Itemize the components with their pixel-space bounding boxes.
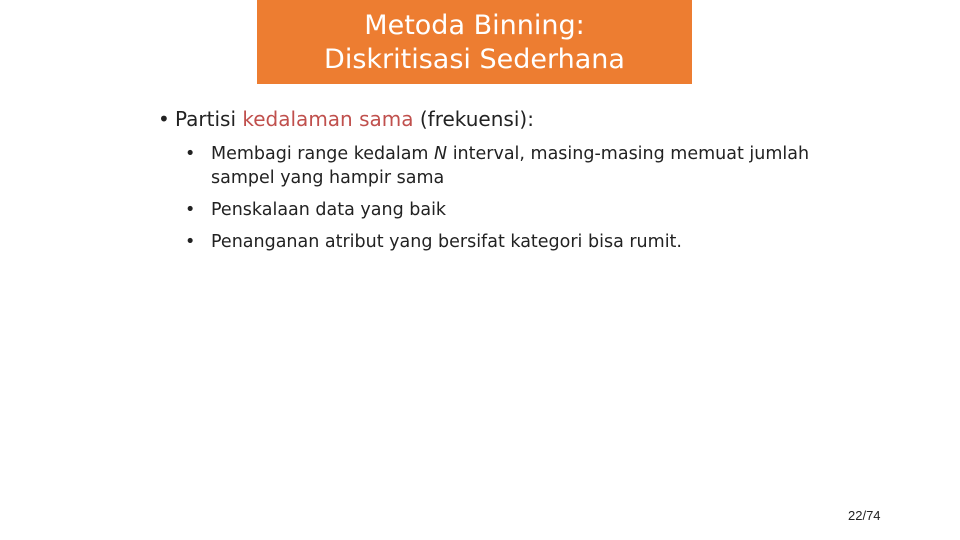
- main-bullet-prefix: Partisi: [175, 107, 243, 131]
- slide-content: [158, 104, 858, 262]
- sub-bullet-item: [185, 230, 858, 254]
- page-number: 22/74: [848, 508, 881, 523]
- sub-bullet-italic-n: N: [434, 144, 448, 164]
- main-bullet-text: [175, 104, 534, 134]
- main-bullet-suffix: (frekuensi):: [413, 107, 534, 131]
- bullet-marker: •: [185, 200, 196, 220]
- sub-bullet-item: [185, 198, 858, 222]
- bullet-marker: •: [158, 107, 170, 131]
- main-bullet-item: [158, 104, 858, 134]
- sub-bullet-text: Penanganan atribut yang bersifat kategori bisa rumit.: [211, 232, 682, 252]
- bullet-marker: •: [185, 232, 196, 252]
- sub-bullet-text: [211, 142, 811, 190]
- title-banner: [257, 0, 692, 84]
- sub-bullet-text: Penskalaan data yang baik: [211, 200, 447, 220]
- sub-bullet-list: [185, 142, 858, 254]
- title-line-2: Diskritisasi Sederhana: [324, 44, 625, 75]
- sub-bullet-item: [185, 142, 858, 190]
- bullet-marker: •: [185, 144, 196, 164]
- sub-bullet-text-after: interval, masing-masing memuat jumlah sampel yang hampir sama: [211, 144, 810, 188]
- title-line-1: Metoda Binning:: [364, 10, 585, 41]
- sub-bullet-text-before: Membagi range kedalam: [211, 144, 435, 164]
- main-bullet-highlight: kedalaman sama: [242, 107, 414, 131]
